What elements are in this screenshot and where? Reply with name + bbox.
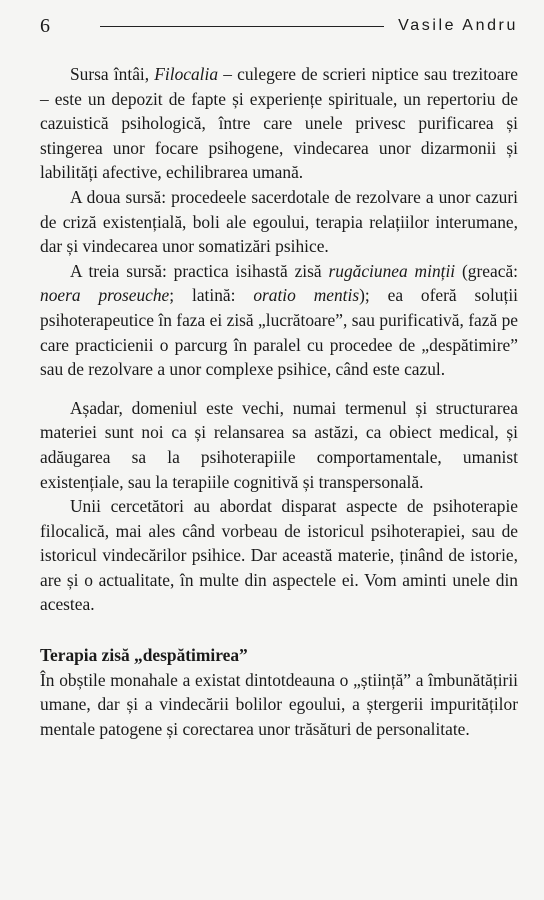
italic-term: oratio mentis	[253, 285, 360, 306]
text-run: – culegere de scrieri niptice sau trezitoare – este un depozit de fapte și experiențe spirituale, un repertoriu de cazuistică psihologică, între care unele privesc purificarea și stingerea unor focare psihogene, vindecarea unor dizarmonii și labilități afective, echilibrarea umană.	[40, 64, 518, 183]
text-run: ; latină:	[169, 285, 254, 306]
text-run: A treia sursă: practica isihastă zisă	[70, 260, 329, 281]
paragraph-filocalia	[40, 62, 518, 185]
section-gap	[40, 617, 518, 643]
text-run: Sursa întâi,	[70, 64, 155, 84]
italic-term: rugăciunea minții	[328, 260, 456, 281]
paragraph-gap	[40, 382, 518, 396]
italic-title: Filocalia	[154, 64, 219, 84]
running-head-author: Vasile Andru	[398, 17, 518, 34]
page-number: 6	[40, 14, 50, 37]
text-run: ); ea oferă soluții psihoterapeutice în faza ei zisă „lucrătoare”, sau purificativă, fază pe care practicienii o parcurg în paralel cu procedee de „despătimire” sau de rezolvare a unor complexe psihice, când este cazul.	[40, 285, 518, 380]
paragraph-domain: Așadar, domeniul este vechi, numai termenul și structurarea materiei sunt noi ca și relansarea sa astăzi, ca obiect medical, și adăugarea sa la psihoterapiile comportamentale, umanist existențiale, sau la terapiile cognitivă și transpersonală.	[40, 397, 518, 492]
text-run: (greacă:	[455, 260, 518, 281]
paragraph-second-source: A doua sursă: procedeele sacerdotale de rezolvare a unor cazuri de criză existențială, boli ale egoului, terapia relațiilor interumane, dar și vindecarea unor somatizări psihice.	[40, 186, 518, 257]
paragraph-third-source	[40, 259, 518, 382]
page-body	[40, 62, 518, 741]
section-title: Terapia zisă „despătimirea”	[40, 645, 248, 666]
paragraph-researchers: Unii cercetători au abordat disparat aspecte de psihoterapie filocalică, mai ales când vorbeau de istoricul psihoterapiei, sau de istoricul vindecărilor psihice. Dar această materie, ținând de istorie, are și o actualitate, în multe din aspectele ei. Vom aminti unele din acestea.	[40, 496, 518, 615]
header-rule	[100, 26, 384, 27]
page-header	[40, 15, 518, 37]
paragraph-monastic: În obștile monahale a existat dintotdeauna o „știință” a îmbunătățirii umane, dar și a vindecării bolilor egoului, a ștergerii impurităților mentale patogene și corectarea unor trăsături de personalitate.	[40, 669, 518, 739]
italic-term: noera proseuche	[40, 285, 170, 306]
